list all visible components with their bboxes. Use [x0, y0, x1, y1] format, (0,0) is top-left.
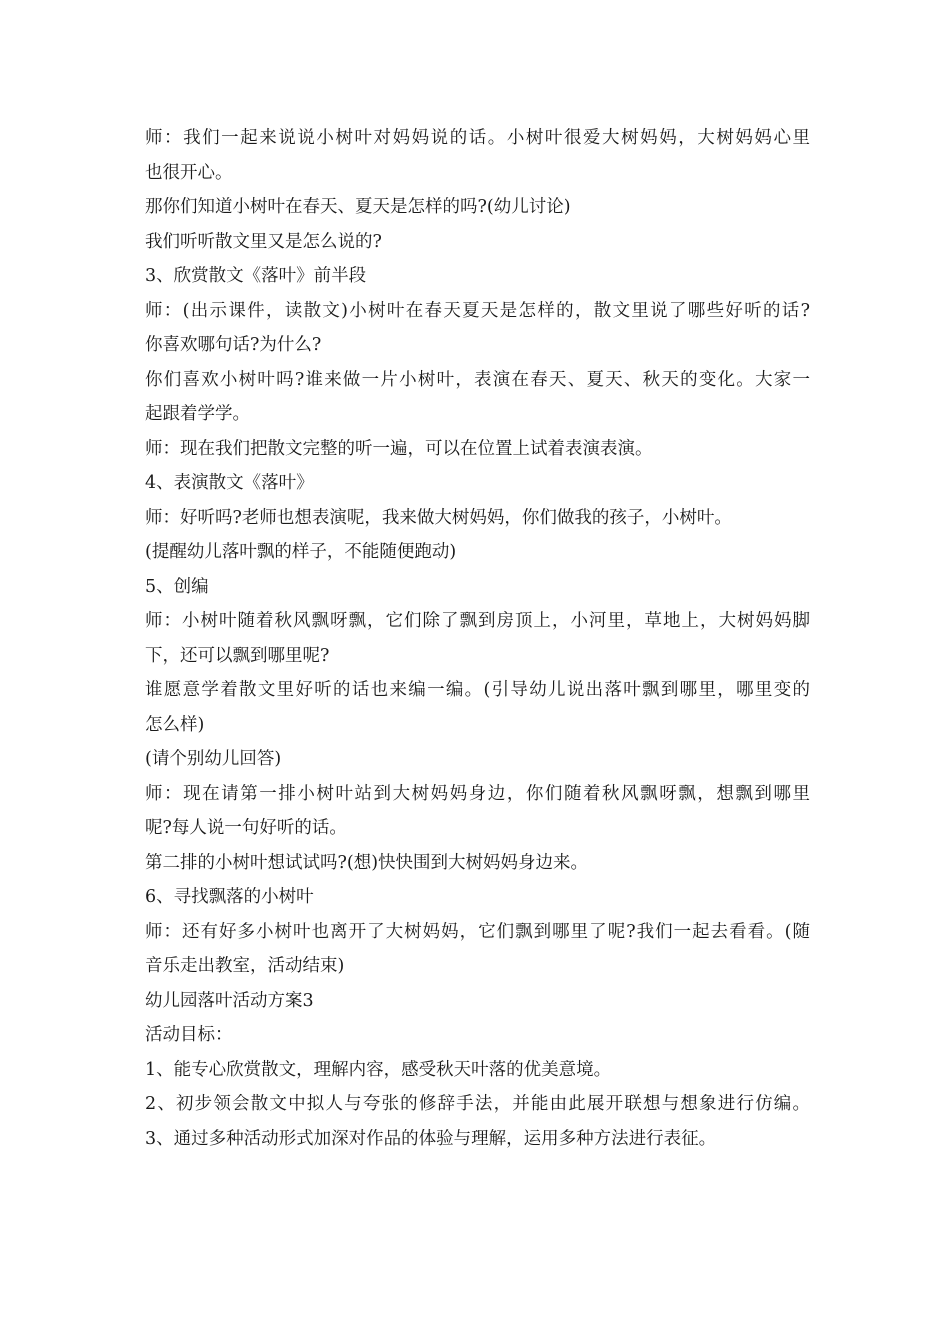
- text-line: 第二排的小树叶想试试吗?(想)快快围到大树妈妈身边来。: [145, 852, 589, 873]
- text-line: (请个别幼儿回答): [145, 749, 282, 769]
- text-line: 5、创编: [145, 576, 209, 597]
- text-line: 怎么样): [145, 714, 205, 735]
- text-line: 你喜欢哪句话?为什么?: [145, 335, 322, 355]
- text-line: 下，还可以飘到哪里呢?: [145, 645, 330, 666]
- text-line: 你们喜欢小树叶吗?谁来做一片小树叶，表演在春天、夏天、秋天的变化。大家一: [145, 369, 810, 390]
- text-line: 也很开心。: [145, 162, 233, 183]
- text-line: 谁愿意学着散文里好听的话也来编一编。(引导幼儿说出落叶飘到哪里，哪里变的: [145, 680, 810, 700]
- text-line: 师：现在请第一排小树叶站到大树妈妈身边，你们随着秋风飘呀飘，想飘到哪里: [145, 783, 810, 804]
- text-line: 我们听听散文里又是怎么说的?: [145, 231, 382, 252]
- text-line: 6、寻找飘落的小树叶: [145, 887, 314, 907]
- text-line: 3、通过多种活动形式加深对作品的体验与理解，运用多种方法进行表征。: [145, 1128, 717, 1149]
- text-line: 师：现在我们把散文完整的听一遍，可以在位置上试着表演表演。: [145, 438, 653, 459]
- text-line: 2、初步领会散文中拟人与夸张的修辞手法，并能由此展开联想与想象进行仿编。: [145, 1094, 810, 1114]
- text-line: 4、表演散文《落叶》: [145, 473, 314, 493]
- document-body: [145, 121, 810, 1156]
- text-line: 活动目标：: [145, 1025, 233, 1045]
- text-line: 1、能专心欣赏散文，理解内容，感受秋天叶落的优美意境。: [145, 1059, 612, 1080]
- text-line: 3、欣赏散文《落叶》前半段: [145, 266, 367, 286]
- text-line: 师：我们一起来说说小树叶对妈妈说的话。小树叶很爱大树妈妈，大树妈妈心里: [145, 128, 810, 148]
- text-line: 呢?每人说一句好听的话。: [145, 818, 347, 838]
- text-line: 师：好听吗?老师也想表演呢，我来做大树妈妈，你们做我的孩子，小树叶。: [145, 507, 732, 528]
- text-line: 起跟着学学。: [145, 404, 250, 424]
- text-line: 音乐走出教室，活动结束): [145, 956, 345, 976]
- text-line: 师：还有好多小树叶也离开了大树妈妈，它们飘到哪里了呢?我们一起去看看。(随: [145, 921, 810, 942]
- text-line: (提醒幼儿落叶飘的样子，不能随便跑动): [145, 542, 457, 562]
- text-line: 幼儿园落叶活动方案3: [145, 990, 314, 1011]
- text-line: 师：小树叶随着秋风飘呀飘，它们除了飘到房顶上，小河里，草地上，大树妈妈脚: [145, 611, 810, 631]
- text-line: 那你们知道小树叶在春天、夏天是怎样的吗?(幼儿讨论): [145, 197, 571, 217]
- text-line: 师：(出示课件，读散文)小树叶在春天夏天是怎样的，散文里说了哪些好听的话?: [145, 300, 810, 321]
